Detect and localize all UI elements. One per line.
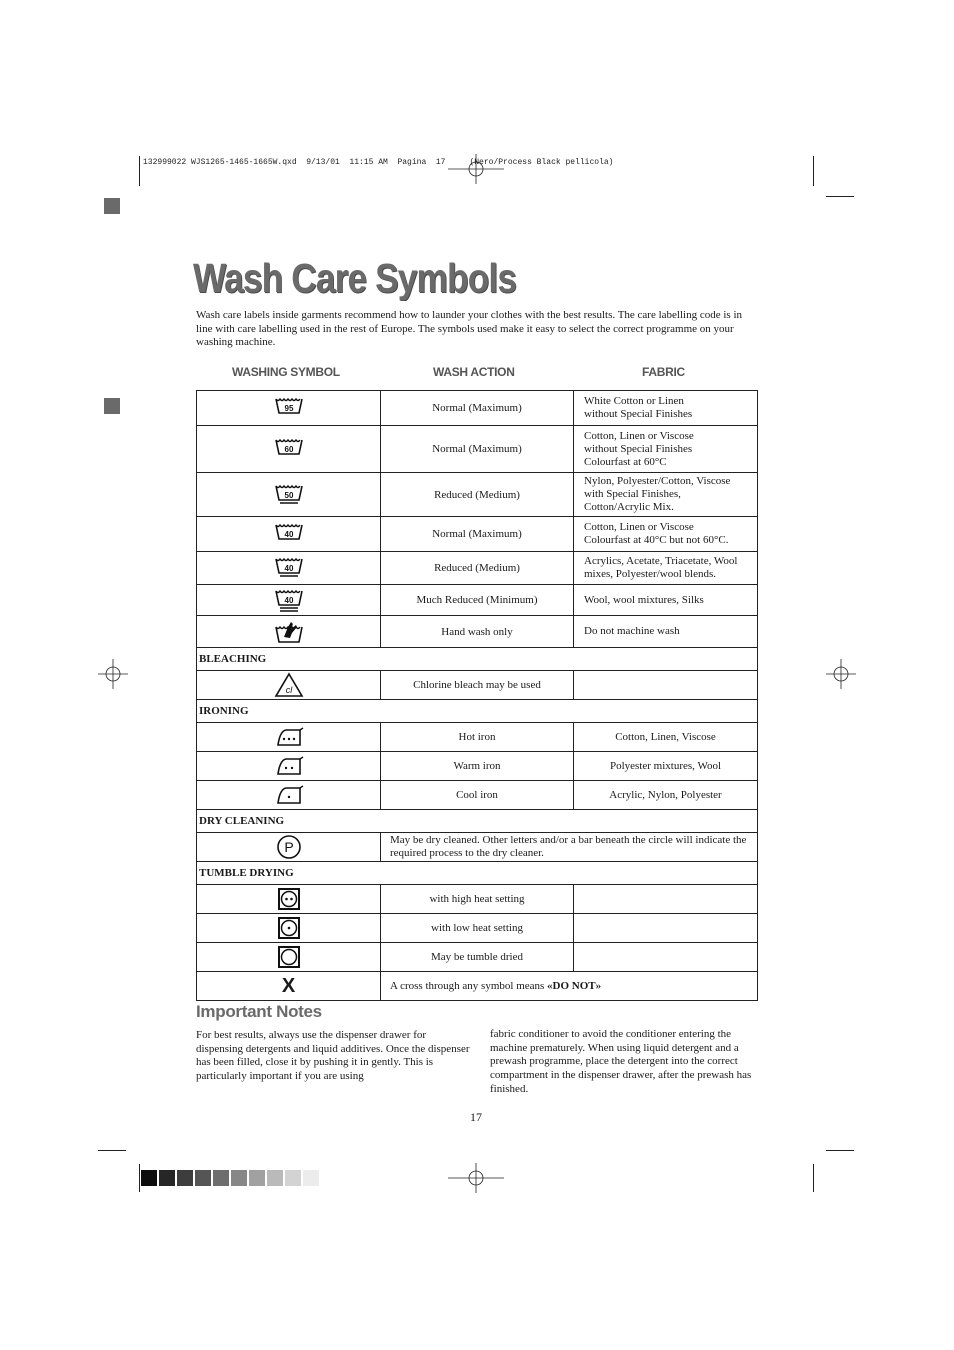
svg-text:P: P xyxy=(283,839,294,855)
color-swatch xyxy=(231,1170,247,1186)
column-header-action: WASH ACTION xyxy=(433,365,515,379)
symbol-cell xyxy=(197,833,381,862)
action-cell: Normal (Maximum) xyxy=(381,517,574,552)
column-header-fabric: FABRIC xyxy=(642,365,685,379)
fabric-line: Colourfast at 60°C xyxy=(584,455,667,468)
hand-wash-icon xyxy=(274,619,304,645)
svg-text:40: 40 xyxy=(284,530,293,539)
fabric-cell xyxy=(574,616,758,648)
chlorine-bleach-icon xyxy=(274,672,304,698)
tumble-dry-icon xyxy=(278,946,300,968)
section-heading-ironing: IRONING xyxy=(197,700,758,723)
cross-text-emphasis: «DO NOT» xyxy=(547,979,602,992)
action-cell: Much Reduced (Minimum) xyxy=(381,585,574,616)
crop-mark xyxy=(813,1164,814,1192)
table-row xyxy=(197,885,758,914)
action-cell: Normal (Maximum) xyxy=(381,426,574,473)
crop-mark xyxy=(98,1150,126,1151)
table-row xyxy=(197,426,758,473)
cross-text xyxy=(381,972,758,1001)
action-cell: Warm iron xyxy=(381,752,574,781)
symbol-cell xyxy=(197,752,381,781)
fabric-line: Colourfast at 40°C but not 60°C. xyxy=(584,534,729,546)
fabric-cell xyxy=(574,885,758,914)
table-row xyxy=(197,552,758,585)
symbol-cell xyxy=(197,972,381,1001)
symbol-cell xyxy=(197,473,381,517)
table-row xyxy=(197,943,758,972)
svg-text:95: 95 xyxy=(284,404,293,413)
svg-text:50: 50 xyxy=(284,490,293,500)
svg-text:60: 60 xyxy=(284,445,293,454)
wash-40-one-bar-icon xyxy=(274,555,304,581)
fabric-line: without Special Finishes xyxy=(584,442,693,455)
column-header-symbol: WASHING SYMBOL xyxy=(232,365,340,379)
symbol-cell xyxy=(197,552,381,585)
svg-text:cl: cl xyxy=(285,685,292,695)
section-row xyxy=(197,810,758,833)
color-swatch xyxy=(177,1170,193,1186)
fabric-cell xyxy=(574,585,758,616)
action-cell: with high heat setting xyxy=(381,885,574,914)
symbol-cell xyxy=(197,585,381,616)
action-cell: with low heat setting xyxy=(381,914,574,943)
symbol-cell xyxy=(197,426,381,473)
wash-50-one-bar-icon xyxy=(274,482,304,508)
tab-marker xyxy=(104,398,120,414)
color-swatch xyxy=(141,1170,157,1186)
fabric-cell: Polyester mixtures, Wool xyxy=(574,752,758,781)
fabric-line: White Cotton or Linen xyxy=(584,395,684,407)
page-number: 17 xyxy=(470,1110,482,1124)
table-row xyxy=(197,671,758,700)
symbol-cell xyxy=(197,616,381,648)
color-swatch xyxy=(159,1170,175,1186)
wash-care-table xyxy=(196,390,758,1001)
symbol-cell xyxy=(197,517,381,552)
tumble-high-heat-icon xyxy=(278,888,300,910)
symbol-cell xyxy=(197,723,381,752)
action-cell: Chlorine bleach may be used xyxy=(381,671,574,700)
iron-two-dots-icon xyxy=(274,754,304,778)
action-cell: Reduced (Medium) xyxy=(381,552,574,585)
table-row xyxy=(197,391,758,426)
fabric-cell xyxy=(574,517,758,552)
fabric-cell: Cotton, Linen, Viscose xyxy=(574,723,758,752)
fabric-cell xyxy=(574,671,758,700)
registration-mark-icon xyxy=(98,659,128,689)
crop-mark xyxy=(139,1164,140,1192)
symbol-cell xyxy=(197,671,381,700)
table-row xyxy=(197,616,758,648)
svg-text:40: 40 xyxy=(284,564,293,573)
table-row xyxy=(197,833,758,862)
wash-40-icon xyxy=(274,521,304,547)
fabric-cell xyxy=(574,473,758,517)
crop-mark xyxy=(826,196,854,197)
fabric-cell xyxy=(574,914,758,943)
action-cell: May be tumble dried xyxy=(381,943,574,972)
action-cell: Hand wash only xyxy=(381,616,574,648)
section-row xyxy=(197,862,758,885)
dry-clean-p-icon xyxy=(276,834,302,860)
notes-title: Important Notes xyxy=(196,1002,322,1021)
fabric-cell xyxy=(574,943,758,972)
fabric-line: Cotton/Acrylic Mix. xyxy=(584,501,674,513)
color-swatch xyxy=(303,1170,319,1186)
wash-60-icon xyxy=(274,436,304,462)
fabric-cell: Acrylic, Nylon, Polyester xyxy=(574,781,758,810)
table-row xyxy=(197,781,758,810)
section-row xyxy=(197,648,758,671)
tab-marker xyxy=(104,198,120,214)
symbol-cell xyxy=(197,885,381,914)
table-row xyxy=(197,752,758,781)
wash-95-icon xyxy=(274,395,304,421)
table-row xyxy=(197,585,758,616)
cross-text-prefix: A cross through any symbol means xyxy=(390,979,548,992)
color-swatch xyxy=(213,1170,229,1186)
notes-left-column: For best results, always use the dispenser drawer for dispensing detergents and liquid additives. Once the dispenser has been filled, close it by pushing it in gently. This is particularly important if you are using xyxy=(196,1029,470,1083)
wash-40-two-bars-icon xyxy=(274,587,304,613)
fabric-cell xyxy=(574,426,758,473)
symbol-cell xyxy=(197,781,381,810)
fabric-cell xyxy=(574,391,758,426)
fabric-line: mixes, Polyester/wool blends. xyxy=(584,568,716,580)
symbol-cell xyxy=(197,914,381,943)
crop-mark xyxy=(813,156,814,186)
fabric-line: with Special Finishes, xyxy=(584,488,681,500)
table-row xyxy=(197,972,758,1001)
svg-text:40: 40 xyxy=(284,596,293,605)
action-cell: Hot iron xyxy=(381,723,574,752)
table-row xyxy=(197,517,758,552)
registration-mark-icon xyxy=(448,1163,504,1193)
action-cell: Reduced (Medium) xyxy=(381,473,574,517)
fabric-line: Acrylics, Acetate, Triacetate, Wool xyxy=(584,555,738,567)
iron-one-dot-icon xyxy=(274,783,304,807)
fabric-line: Cotton, Linen or Viscose xyxy=(584,521,694,533)
fabric-line: Cotton, Linen or Viscose xyxy=(584,429,694,442)
symbol-cell xyxy=(197,391,381,426)
color-swatch xyxy=(249,1170,265,1186)
registration-mark-icon xyxy=(826,659,856,689)
section-heading-bleaching: BLEACHING xyxy=(197,648,758,671)
crop-mark xyxy=(139,156,140,186)
dry-cleaning-text: May be dry cleaned. Other letters and/or a bar beneath the circle will indicate the required process to the dry cleaner. xyxy=(381,833,758,862)
section-row xyxy=(197,700,758,723)
action-cell: Cool iron xyxy=(381,781,574,810)
symbol-cell xyxy=(197,943,381,972)
table-row xyxy=(197,723,758,752)
tumble-low-heat-icon xyxy=(278,917,300,939)
fabric-line: Do not machine wash xyxy=(584,625,680,637)
notes-right-column: fabric conditioner to avoid the conditioner entering the machine prematurely. When using liquid detergent and a prewash programme, place the detergent into the correct compartment in the dispenser drawer, after the prewash has finished. xyxy=(490,1028,752,1095)
section-heading-dry-cleaning: DRY CLEANING xyxy=(197,810,758,833)
registration-mark-icon xyxy=(448,154,504,184)
color-swatch xyxy=(195,1170,211,1186)
color-swatch xyxy=(267,1170,283,1186)
fabric-line: Wool, wool mixtures, Silks xyxy=(584,593,704,606)
page-title: Wash Care Symbols xyxy=(193,255,517,301)
color-swatch xyxy=(285,1170,301,1186)
print-slug: 132999022 WJS1265-1465-1665W.qxd 9/13/01 11:15 AM Pagina 17 (Nero/Process Black pellicola) xyxy=(143,158,614,167)
fabric-cell xyxy=(574,552,758,585)
cross-icon: X xyxy=(281,974,296,997)
fabric-line: Nylon, Polyester/Cotton, Viscose xyxy=(584,475,731,487)
action-cell: Normal (Maximum) xyxy=(381,391,574,426)
section-heading-tumble-drying: TUMBLE DRYING xyxy=(197,862,758,885)
table-row xyxy=(197,473,758,517)
iron-three-dots-icon xyxy=(274,725,304,749)
table-row xyxy=(197,914,758,943)
crop-mark xyxy=(826,1150,854,1151)
fabric-line: without Special Finishes xyxy=(584,408,693,420)
intro-paragraph: Wash care labels inside garments recommend how to launder your clothes with the best results. The care labelling code is in line with care labelling used in the rest of Europe. The symbols used make it easy to select the correct programme on your washing machine. xyxy=(196,309,742,348)
